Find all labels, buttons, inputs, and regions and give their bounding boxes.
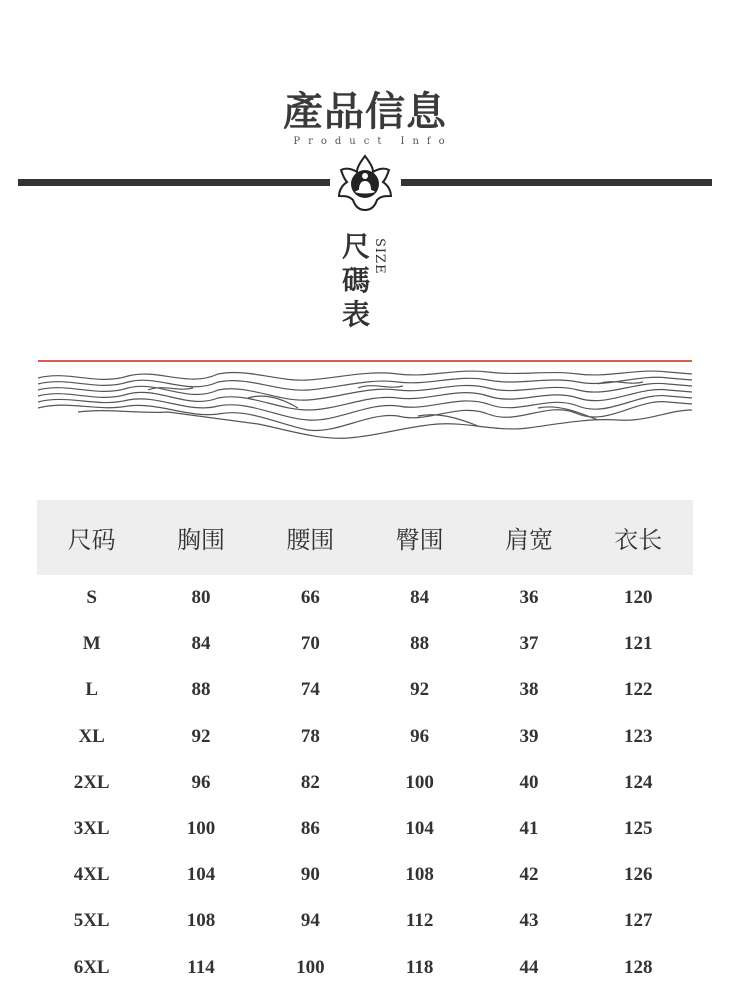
- table-cell: 125: [624, 818, 653, 840]
- table-cell: 74: [300, 679, 320, 701]
- table-row: [37, 575, 693, 621]
- column-header-hip: 臀围: [395, 526, 444, 554]
- table-cell: 114: [187, 956, 215, 978]
- table-cell: 96: [410, 725, 430, 747]
- table-cell: 120: [624, 587, 653, 609]
- page-subtitle: Product Info: [293, 136, 453, 147]
- table-cell: 6XL: [73, 956, 110, 978]
- table-cell: XL: [78, 725, 105, 747]
- table-cell: 100: [186, 818, 216, 840]
- table-cell: 88: [410, 633, 430, 655]
- table-cell: 37: [519, 633, 539, 655]
- column-header-shoulder: 肩宽: [504, 526, 553, 554]
- table-cell: 123: [624, 725, 653, 747]
- table-cell: 92: [191, 725, 211, 747]
- table-cell: 2XL: [73, 771, 110, 793]
- table-cell: 86: [300, 818, 320, 840]
- table-cell: 104: [186, 864, 216, 886]
- size-title-char-1: 尺: [341, 230, 370, 263]
- divider-right: [401, 179, 712, 186]
- table-cell: 96: [191, 771, 211, 793]
- table-cell: 112: [405, 910, 434, 932]
- table-cell: 118: [405, 956, 434, 978]
- table-header: [37, 500, 693, 575]
- table-cell: 84: [410, 587, 430, 609]
- table-cell: 5XL: [73, 910, 110, 932]
- column-header-length: 衣长: [614, 526, 663, 554]
- table-row: [37, 852, 693, 898]
- table-cell: 100: [296, 956, 325, 978]
- table-cell: 3XL: [73, 818, 110, 840]
- table-cell: 128: [624, 956, 653, 978]
- table-cell: 90: [300, 864, 320, 886]
- table-cell: 108: [186, 910, 216, 932]
- table-cell: 44: [519, 956, 539, 978]
- table-cell: 88: [191, 679, 211, 701]
- page-title: 產品信息: [283, 88, 447, 135]
- table-row: [37, 621, 693, 667]
- table-cell: 43: [519, 910, 539, 932]
- column-header-size: 尺码: [67, 526, 116, 554]
- table-row: [37, 714, 693, 760]
- table-cell: 70: [300, 633, 320, 655]
- divider-left: [18, 179, 330, 186]
- table-cell: 94: [300, 910, 320, 932]
- table-cell: 84: [191, 633, 211, 655]
- accent-line: [38, 360, 692, 362]
- table-cell: M: [82, 633, 101, 655]
- table-cell: 124: [624, 771, 653, 793]
- table-cell: 38: [519, 679, 539, 701]
- table-cell: 92: [410, 679, 430, 701]
- table-cell: 82: [300, 771, 320, 793]
- lotus-meditation-icon: [335, 154, 395, 212]
- table-cell: 108: [405, 864, 434, 886]
- table-row: [37, 760, 693, 806]
- table-cell: 42: [519, 864, 539, 886]
- mountain-line-art: [38, 368, 692, 444]
- table-cell: 4XL: [73, 864, 110, 886]
- table-cell: 121: [624, 633, 653, 655]
- table-row: [37, 667, 693, 713]
- size-title-char-3: 表: [341, 298, 370, 331]
- table-cell: 104: [405, 818, 434, 840]
- table-cell: 66: [300, 587, 320, 609]
- size-table: [37, 500, 693, 991]
- table-cell: L: [85, 679, 98, 701]
- table-cell: 40: [519, 771, 539, 793]
- table-cell: 39: [519, 725, 539, 747]
- table-body: [37, 575, 693, 991]
- size-english-label: SIZE: [372, 238, 387, 275]
- table-cell: 122: [624, 679, 653, 701]
- table-row: [37, 898, 693, 944]
- size-title-char-2: 碼: [341, 264, 370, 297]
- table-cell: 127: [624, 910, 653, 932]
- table-cell: 78: [300, 725, 320, 747]
- table-cell: 126: [624, 864, 653, 886]
- table-cell: 41: [519, 818, 539, 840]
- table-cell: 36: [519, 587, 539, 609]
- table-cell: S: [86, 587, 97, 609]
- column-header-chest: 胸围: [176, 526, 225, 554]
- table-cell: 100: [405, 771, 434, 793]
- table-row: [37, 806, 693, 852]
- size-chart-title: [336, 230, 376, 332]
- table-cell: 80: [191, 587, 211, 609]
- table-row: [37, 945, 693, 991]
- column-header-waist: 腰围: [286, 526, 335, 554]
